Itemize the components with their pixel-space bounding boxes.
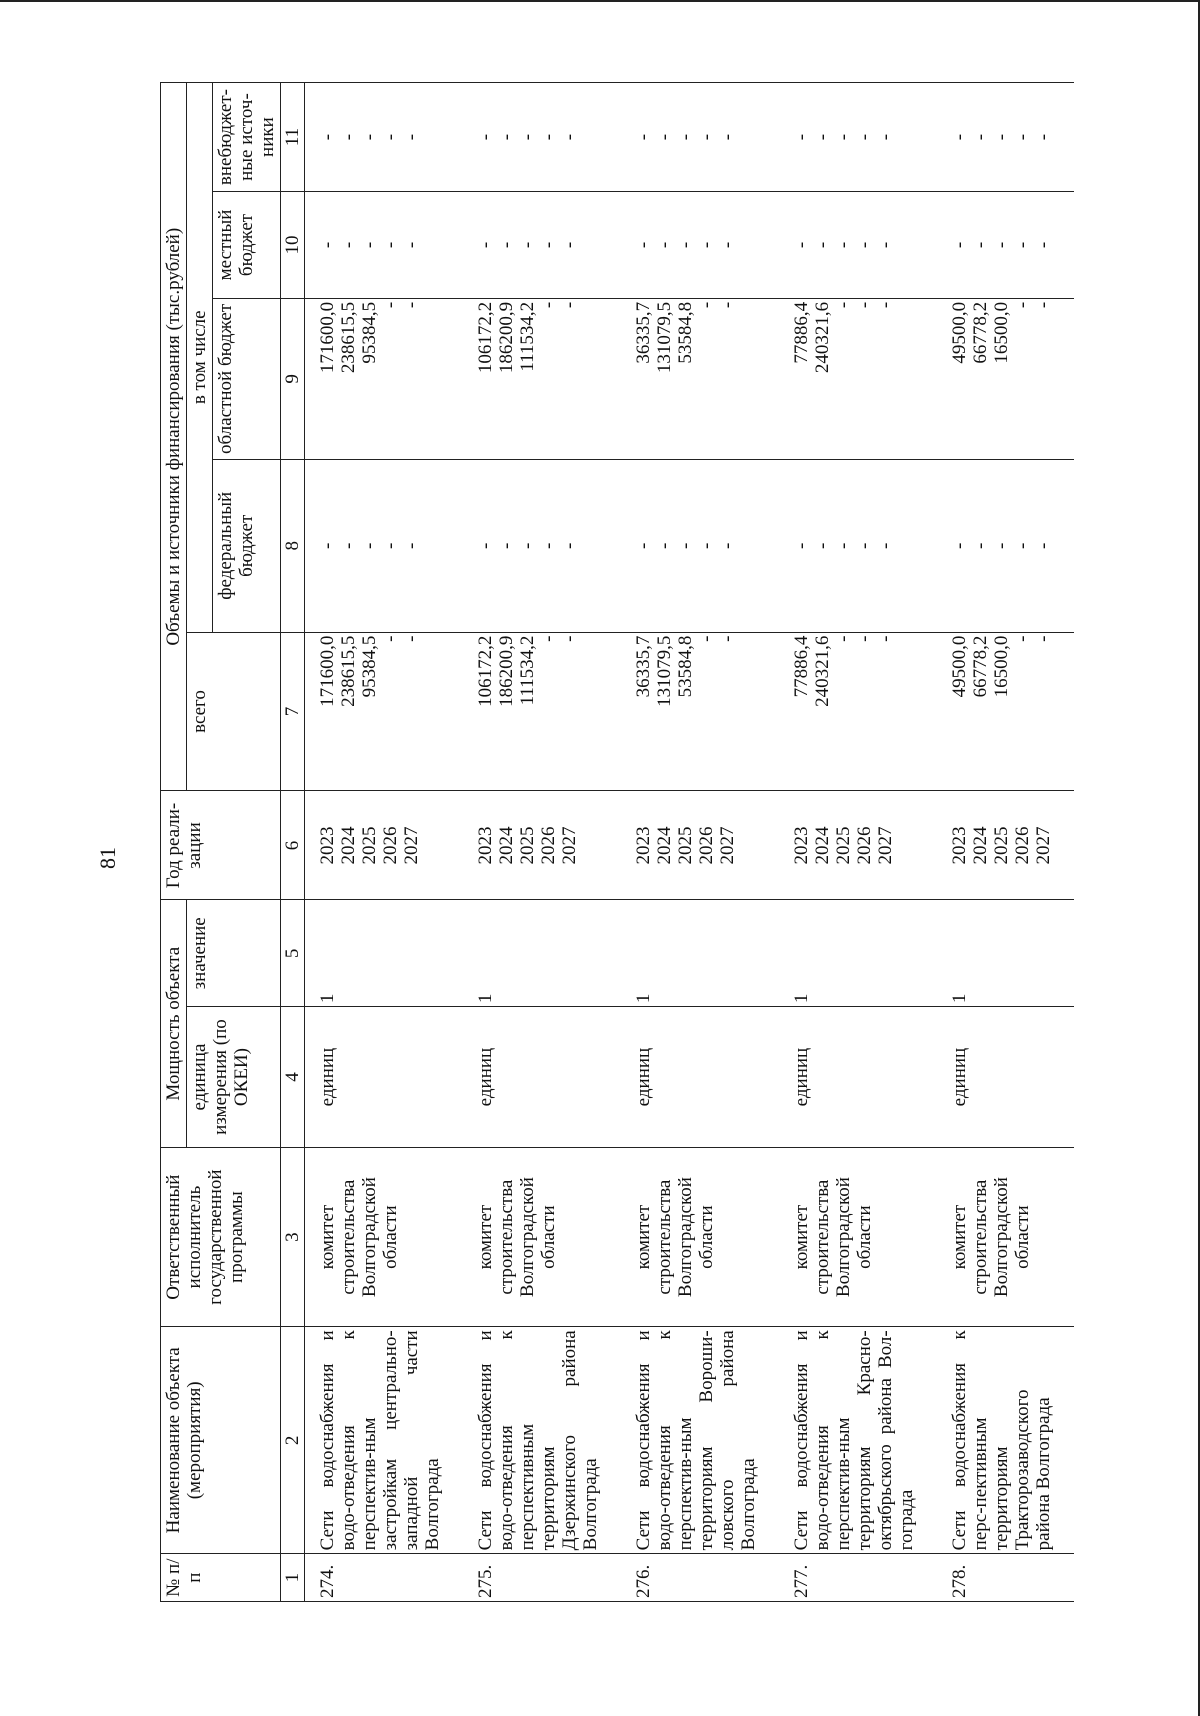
responsible-executor: комитет строительства Волгоградской области <box>463 1147 621 1326</box>
funding-local-line: - <box>496 241 517 249</box>
implementation-years <box>621 791 779 900</box>
funding-extra-line: - <box>380 133 401 141</box>
funding-federal-line: - <box>1012 542 1033 549</box>
funding-regional-line: 106172,2 <box>475 301 496 374</box>
funding-regional-line: 240321,6 <box>812 301 833 374</box>
funding-federal-line: - <box>696 542 717 549</box>
funding-local-line: - <box>654 241 675 249</box>
funding-federal-line: - <box>654 542 675 549</box>
funding-total-line: - <box>717 635 738 642</box>
funding-total-line: 49500,0 <box>949 635 970 698</box>
funding-regional <box>305 298 464 459</box>
funding-regional-line: - <box>1033 301 1054 309</box>
funding-total <box>305 632 464 791</box>
object-name: Сети водоснабжения и водо-отведения к перспектив-ным застройкам центрально-западной части Волгограда <box>305 1327 464 1554</box>
funding-local <box>937 192 1074 299</box>
header-extra: внебюджет- ные источ- ники <box>213 83 281 192</box>
implementation-years <box>779 791 937 900</box>
funding-total-line: - <box>875 635 896 642</box>
header-federal: федеральный бюджет <box>213 460 281 633</box>
funding-extra <box>937 83 1074 192</box>
responsible-executor: комитет строительства Волгоградской области <box>779 1147 937 1326</box>
table-row <box>621 83 779 1602</box>
rotated-page-content <box>160 82 1065 1602</box>
funding-regional <box>779 298 937 459</box>
funding-federal-line: - <box>475 542 496 549</box>
funding-federal <box>621 460 779 633</box>
implementation-years-line: 2024 <box>970 826 991 865</box>
funding-total <box>779 632 937 791</box>
header-no: № п/п <box>161 1554 281 1602</box>
implementation-years-line: 2023 <box>633 826 654 865</box>
funding-local <box>305 192 464 299</box>
funding-federal-line: - <box>970 542 991 549</box>
funding-regional-line: - <box>696 301 717 309</box>
funding-extra <box>779 83 937 192</box>
table-header <box>161 83 305 1602</box>
row-number: 275. <box>463 1554 621 1602</box>
funding-local <box>463 192 621 299</box>
funding-regional-line: 77886,4 <box>791 301 812 364</box>
implementation-years-line: 2025 <box>359 826 380 865</box>
funding-local-line: - <box>675 241 696 249</box>
funding-regional-line: 186200,9 <box>496 301 517 374</box>
funding-federal-line: - <box>949 542 970 549</box>
funding-extra-line: - <box>675 133 696 141</box>
page-top-edge <box>0 0 1200 2</box>
funding-federal-line: - <box>496 542 517 549</box>
responsible-executor: комитет строительства Волгоградской области <box>621 1147 779 1326</box>
implementation-years-line: 2027 <box>1033 826 1054 865</box>
funding-extra-line: - <box>791 133 812 141</box>
funding-extra-line: - <box>1033 133 1054 141</box>
funding-local-line: - <box>538 241 559 249</box>
implementation-years-line: 2024 <box>496 826 517 865</box>
funding-extra <box>305 83 464 192</box>
funding-regional <box>937 298 1074 459</box>
funding-local-line: - <box>475 241 496 249</box>
capacity-value: 1 <box>779 900 937 1007</box>
funding-federal-line: - <box>833 542 854 549</box>
funding-total-line: - <box>696 635 717 642</box>
funding-extra-line: - <box>717 133 738 141</box>
implementation-years-line: 2026 <box>1012 826 1033 865</box>
funding-regional-line: 95384,5 <box>359 301 380 364</box>
funding-regional-line: 111534,2 <box>517 301 538 372</box>
funding-local-line: - <box>1012 241 1033 249</box>
funding-total-line: 16500,0 <box>991 635 1012 698</box>
funding-extra-line: - <box>812 133 833 141</box>
funding-federal-line: - <box>791 542 812 549</box>
funding-federal-line: - <box>1033 542 1054 549</box>
row-number: 277. <box>779 1554 937 1602</box>
funding-total-line: 95384,5 <box>359 635 380 698</box>
funding-regional <box>621 298 779 459</box>
funding-regional-line: 171600,0 <box>317 301 338 374</box>
funding-total <box>463 632 621 791</box>
funding-extra-line: - <box>496 133 517 141</box>
funding-extra-line: - <box>970 133 991 141</box>
funding-total-line: 36335,7 <box>633 635 654 698</box>
funding-table <box>160 82 1074 1602</box>
funding-local-line: - <box>559 241 580 249</box>
funding-extra-line: - <box>401 133 422 141</box>
table-row <box>937 83 1074 1602</box>
funding-federal-line: - <box>317 542 338 549</box>
funding-regional-line: - <box>854 301 875 309</box>
implementation-years-line: 2027 <box>875 826 896 865</box>
funding-local-line: - <box>854 241 875 249</box>
column-number: 7 <box>281 632 305 791</box>
column-number: 9 <box>281 298 305 459</box>
funding-local-line: - <box>633 241 654 249</box>
funding-total-line: - <box>401 635 422 642</box>
funding-local-line: - <box>833 241 854 249</box>
column-number: 2 <box>281 1327 305 1554</box>
implementation-years-line: 2026 <box>696 826 717 865</box>
implementation-years-line: 2023 <box>317 826 338 865</box>
implementation-years-line: 2023 <box>475 826 496 865</box>
implementation-years-line: 2024 <box>812 826 833 865</box>
capacity-unit: единиц <box>779 1007 937 1148</box>
funding-total-line: - <box>854 635 875 642</box>
funding-extra-line: - <box>696 133 717 141</box>
object-name: Сети водоснабжения и водо-отведения к перспективным территориям Дзержинского района Волгограда <box>463 1327 621 1554</box>
funding-local <box>779 192 937 299</box>
funding-extra-line: - <box>875 133 896 141</box>
funding-local-line: - <box>517 241 538 249</box>
implementation-years-line: 2025 <box>675 826 696 865</box>
funding-regional-line: - <box>833 301 854 309</box>
funding-federal-line: - <box>717 542 738 549</box>
funding-total-line: - <box>538 635 559 642</box>
funding-local-line: - <box>875 241 896 249</box>
funding-regional-line: 53584,8 <box>675 301 696 364</box>
table-row <box>463 83 621 1602</box>
funding-total-line: 53584,8 <box>675 635 696 698</box>
header-local: местный бюджет <box>213 192 281 299</box>
funding-federal-line: - <box>812 542 833 549</box>
funding-extra <box>463 83 621 192</box>
funding-extra-line: - <box>559 133 580 141</box>
funding-local-line: - <box>338 241 359 249</box>
funding-local-line: - <box>970 241 991 249</box>
funding-extra <box>621 83 779 192</box>
funding-total-line: - <box>833 635 854 642</box>
funding-local-line: - <box>696 241 717 249</box>
responsible-executor: комитет строительства Волгоградской области <box>305 1147 464 1326</box>
funding-extra-line: - <box>633 133 654 141</box>
funding-total-line: 240321,6 <box>812 635 833 707</box>
funding-local-line: - <box>317 241 338 249</box>
funding-regional-line: - <box>717 301 738 309</box>
column-number: 11 <box>281 83 305 192</box>
funding-extra-line: - <box>359 133 380 141</box>
funding-total-line: 131079,5 <box>654 635 675 707</box>
column-number: 4 <box>281 1007 305 1148</box>
implementation-years-line: 2025 <box>833 826 854 865</box>
table-body <box>305 83 1075 1602</box>
funding-local-line: - <box>791 241 812 249</box>
implementation-years-line: 2026 <box>538 826 559 865</box>
funding-regional-line: - <box>401 301 422 309</box>
funding-extra-line: - <box>949 133 970 141</box>
header-capacity: Мощность объекта <box>161 900 187 1147</box>
funding-local-line: - <box>991 241 1012 249</box>
funding-total-line: 106172,2 <box>475 635 496 707</box>
header-funding: Объемы и источники финансирования (тыс.рублей) <box>161 83 187 791</box>
funding-federal <box>779 460 937 633</box>
funding-extra-line: - <box>338 133 359 141</box>
capacity-value: 1 <box>305 900 464 1007</box>
implementation-years-line: 2027 <box>717 826 738 865</box>
funding-regional-line: - <box>380 301 401 309</box>
implementation-years-line: 2025 <box>991 826 1012 865</box>
implementation-years-line: 2026 <box>380 826 401 865</box>
funding-local-line: - <box>812 241 833 249</box>
implementation-years <box>937 791 1074 900</box>
funding-extra-line: - <box>317 133 338 141</box>
header-unit: единица измерения (по ОКЕИ) <box>187 1007 281 1148</box>
funding-local <box>621 192 779 299</box>
responsible-executor: комитет строительства Волгоградской области <box>937 1147 1074 1326</box>
column-number-row <box>281 83 305 1602</box>
funding-federal-line: - <box>338 542 359 549</box>
row-number: 278. <box>937 1554 1074 1602</box>
object-name: Сети водоснабжения к перс-пективным территориям Тракторозаводского района Волгограда <box>937 1327 1074 1554</box>
funding-regional-line: 49500,0 <box>949 301 970 364</box>
funding-total-line: 238615,5 <box>338 635 359 707</box>
column-number: 8 <box>281 460 305 633</box>
funding-federal <box>305 460 464 633</box>
funding-federal-line: - <box>359 542 380 549</box>
funding-extra-line: - <box>475 133 496 141</box>
funding-local-line: - <box>380 241 401 249</box>
funding-federal-line: - <box>991 542 1012 549</box>
funding-extra-line: - <box>854 133 875 141</box>
funding-total-line: - <box>1012 635 1033 642</box>
capacity-unit: единиц <box>463 1007 621 1148</box>
funding-federal-line: - <box>854 542 875 549</box>
object-name: Сети водоснабжения и водо-отведения к перспектив-ным территориям Вороши-ловского района Волгограда <box>621 1327 779 1554</box>
table-row <box>779 83 937 1602</box>
header-name: Наименование объекта (мероприятия) <box>161 1327 281 1554</box>
funding-total <box>937 632 1074 791</box>
capacity-value: 1 <box>463 900 621 1007</box>
funding-regional-line: - <box>559 301 580 309</box>
funding-extra-line: - <box>654 133 675 141</box>
column-number: 5 <box>281 900 305 1007</box>
implementation-years-line: 2023 <box>949 826 970 865</box>
funding-regional-line: 131079,5 <box>654 301 675 374</box>
funding-total-line: 77886,4 <box>791 635 812 698</box>
funding-extra-line: - <box>517 133 538 141</box>
row-number: 274. <box>305 1554 464 1602</box>
funding-extra-line: - <box>991 133 1012 141</box>
header-including: в том числе <box>187 83 213 633</box>
funding-regional <box>463 298 621 459</box>
column-number: 3 <box>281 1147 305 1326</box>
funding-regional-line: - <box>538 301 559 309</box>
implementation-years-line: 2027 <box>559 826 580 865</box>
funding-local-line: - <box>359 241 380 249</box>
row-number: 276. <box>621 1554 779 1602</box>
implementation-years-line: 2024 <box>338 826 359 865</box>
funding-total-line: - <box>380 635 401 642</box>
column-number: 6 <box>281 791 305 900</box>
funding-total-line: 111534,2 <box>517 635 538 706</box>
implementation-years-line: 2027 <box>401 826 422 865</box>
implementation-years-line: 2024 <box>654 826 675 865</box>
funding-local-line: - <box>1033 241 1054 249</box>
implementation-years-line: 2026 <box>854 826 875 865</box>
object-name: Сети водоснабжения и водо-отведения к перспектив-ным территориям Красно-октябрьского района Вол-гограда <box>779 1327 937 1554</box>
funding-federal-line: - <box>875 542 896 549</box>
implementation-years <box>463 791 621 900</box>
funding-total <box>621 632 779 791</box>
funding-regional-line: 36335,7 <box>633 301 654 364</box>
funding-federal-line: - <box>380 542 401 549</box>
funding-total-line: - <box>559 635 580 642</box>
funding-local-line: - <box>401 241 422 249</box>
capacity-value: 1 <box>621 900 779 1007</box>
funding-federal-line: - <box>633 542 654 549</box>
capacity-unit: единиц <box>305 1007 464 1148</box>
funding-extra-line: - <box>1012 133 1033 141</box>
funding-regional-line: 238615,5 <box>338 301 359 374</box>
table-row <box>305 83 464 1602</box>
funding-local-line: - <box>717 241 738 249</box>
header-total: всего <box>187 632 281 791</box>
funding-total-line: 186200,9 <box>496 635 517 707</box>
funding-federal-line: - <box>538 542 559 549</box>
header-value: значение <box>187 900 281 1007</box>
funding-extra-line: - <box>538 133 559 141</box>
header-executor: Ответственный исполнитель государственной программы <box>161 1147 281 1326</box>
funding-federal-line: - <box>559 542 580 549</box>
capacity-value: 1 <box>937 900 1074 1007</box>
capacity-unit: единиц <box>621 1007 779 1148</box>
funding-regional-line: - <box>875 301 896 309</box>
funding-regional-line: - <box>1012 301 1033 309</box>
column-number: 10 <box>281 192 305 299</box>
header-year: Год реали- зации <box>161 791 281 900</box>
implementation-years-line: 2025 <box>517 826 538 865</box>
funding-federal <box>937 460 1074 633</box>
funding-federal-line: - <box>401 542 422 549</box>
funding-federal-line: - <box>517 542 538 549</box>
funding-regional-line: 16500,0 <box>991 301 1012 364</box>
funding-total-line: 66778,2 <box>970 635 991 698</box>
funding-regional-line: 66778,2 <box>970 301 991 364</box>
capacity-unit: единиц <box>937 1007 1074 1148</box>
header-regional: областной бюджет <box>213 298 281 459</box>
funding-federal-line: - <box>675 542 696 549</box>
implementation-years-line: 2023 <box>791 826 812 865</box>
funding-federal <box>463 460 621 633</box>
page-number: 81 <box>95 847 120 869</box>
funding-total-line: 171600,0 <box>317 635 338 707</box>
funding-total-line: - <box>1033 635 1054 642</box>
column-number: 1 <box>281 1554 305 1602</box>
funding-local-line: - <box>949 241 970 249</box>
funding-extra-line: - <box>833 133 854 141</box>
implementation-years <box>305 791 464 900</box>
